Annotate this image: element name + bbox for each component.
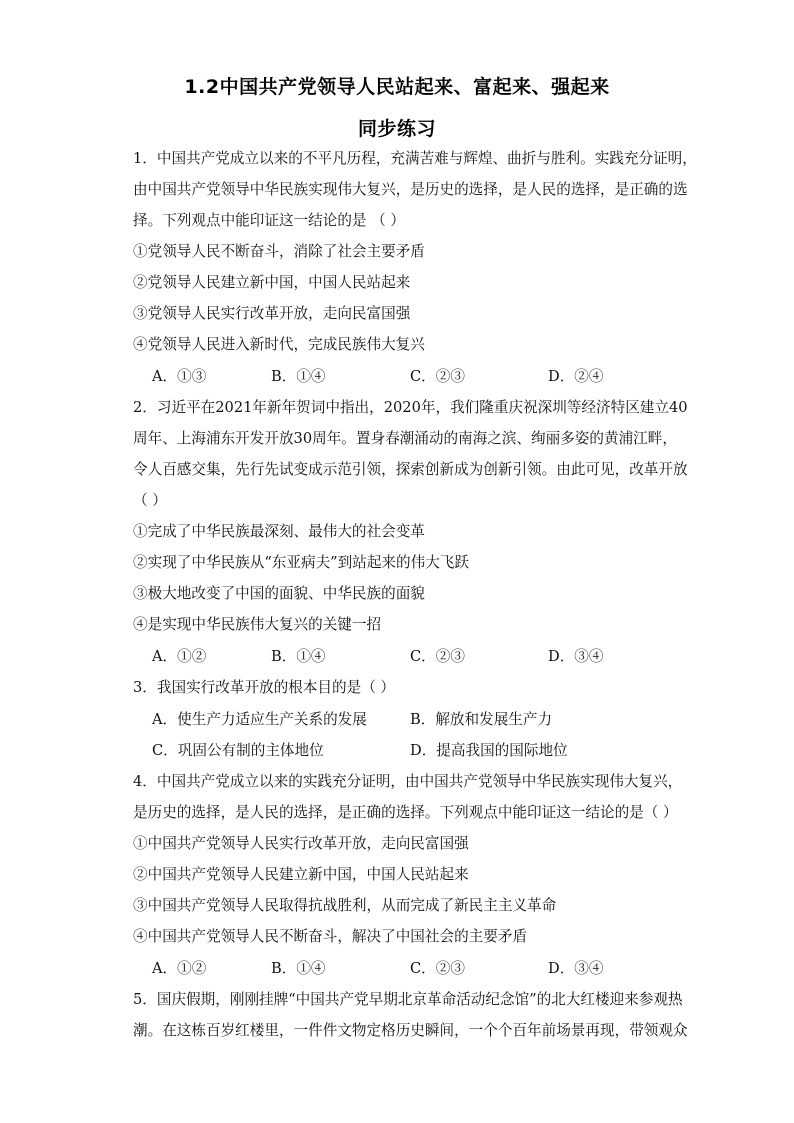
question-stem-line: 5．国庆假期，刚刚挂牌“中国共产党早期北京革命活动纪念馆”的北大红楼迎来参观热 [133, 991, 683, 1008]
question-stem-line: 1．中国共产党成立以来的不平凡历程，充满苦难与辉煌、曲折与胜利。实践充分证明， [133, 150, 697, 167]
statement-item: ③极大地改变了中国的面貌、中华民族的面貌 [133, 585, 425, 602]
statement-item: ②党领导人民建立新中国，中国人民站起来 [133, 274, 411, 291]
answer-option-d[interactable]: D．提高我国的国际地位 [410, 742, 568, 759]
answer-option-a[interactable]: A．使生产力适应生产关系的发展 [152, 711, 367, 728]
answer-option-b[interactable]: B．①④ [271, 368, 326, 385]
statement-item: ②中国共产党领导人民建立新中国，中国人民站起来 [133, 866, 469, 883]
question-stem-line: 择。下列观点中能印证这一结论的是 （ ） [133, 212, 405, 229]
statement-item: ③党领导人民实行改革开放，走向民富国强 [133, 305, 411, 322]
answer-option-a[interactable]: A．①② [152, 648, 207, 665]
answer-option-b[interactable]: B．①④ [271, 648, 326, 665]
question-stem-line: （ ） [133, 492, 167, 509]
answer-option-b[interactable]: B．解放和发展生产力 [410, 711, 553, 728]
answer-option-b[interactable]: B．①④ [271, 960, 326, 977]
statement-item: ①党领导人民不断奋斗，消除了社会主要矛盾 [133, 243, 425, 260]
question-stem-line: 2．习近平在2021年新年贺词中指出，2020年，我们隆重庆祝深圳等经济特区建立40 [133, 399, 688, 416]
question-stem-line: 令人百感交集，先行先试变成示范引领，探索创新成为创新引领。由此可见，改革开放 [133, 461, 688, 478]
question-stem-line: 3．我国实行改革开放的根本目的是（ ） [133, 679, 396, 696]
statement-item: ①完成了中华民族最深刻、最伟大的社会变革 [133, 523, 425, 540]
page-subtitle: 同步练习 [357, 118, 436, 140]
question-stem-line: 4．中国共产党成立以来的实践充分证明，由中国共产党领导中华民族实现伟大复兴， [133, 773, 683, 790]
answer-option-d[interactable]: D．③④ [548, 648, 604, 665]
answer-option-a[interactable]: A．①③ [152, 368, 207, 385]
answer-option-a[interactable]: A．①② [152, 960, 207, 977]
answer-option-c[interactable]: C．②③ [410, 648, 465, 665]
statement-item: ④中国共产党领导人民不断奋斗，解决了中国社会的主要矛盾 [133, 928, 528, 945]
question-stem-line: 潮。在这栋百岁红楼里，一件件文物定格历史瞬间，一个个百年前场景再现，带领观众 [133, 1022, 688, 1039]
answer-option-d[interactable]: D．②④ [548, 368, 604, 385]
statement-item: ④是实现中华民族伟大复兴的关键一招 [133, 616, 382, 633]
question-stem-line: 由中国共产党领导中华民族实现伟大复兴，是历史的选择，是人民的选择，是正确的选 [133, 181, 688, 198]
question-stem-line: 是历史的选择，是人民的选择，是正确的选择。下列观点中能印证这一结论的是（ ） [133, 804, 678, 821]
statement-item: ②实现了中华民族从“东亚病夫”到站起来的伟大飞跃 [133, 554, 469, 571]
statement-item: ①中国共产党领导人民实行改革开放，走向民富国强 [133, 835, 469, 852]
answer-option-c[interactable]: C．②③ [410, 960, 465, 977]
answer-option-c[interactable]: C．②③ [410, 368, 465, 385]
answer-option-c[interactable]: C．巩固公有制的主体地位 [152, 742, 324, 759]
statement-item: ③中国共产党领导人民取得抗战胜利，从而完成了新民主主义革命 [133, 897, 557, 914]
page-title: 1.2中国共产党领导人民站起来、富起来、强起来 [184, 76, 610, 98]
statement-item: ④党领导人民进入新时代，完成民族伟大复兴 [133, 336, 425, 353]
question-stem-line: 周年、上海浦东开发开放30周年。置身春潮涌动的南海之滨、绚丽多姿的黄浦江畔， [133, 430, 677, 447]
answer-option-d[interactable]: D．③④ [548, 960, 604, 977]
